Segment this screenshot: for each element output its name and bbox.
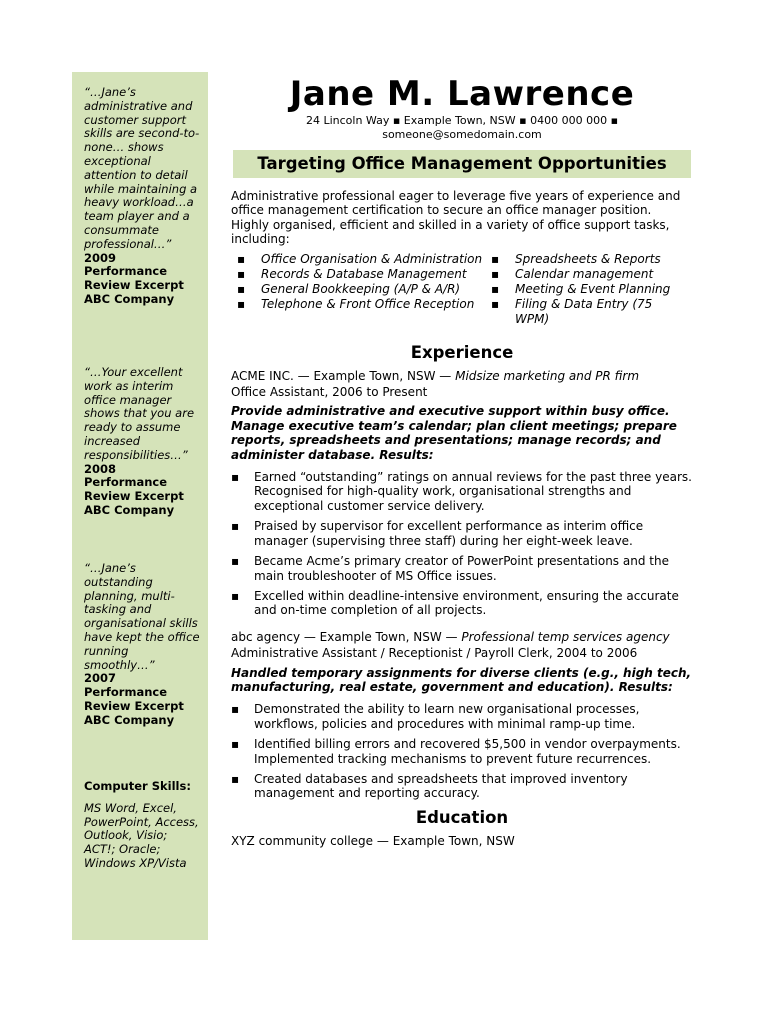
target-banner: Targeting Office Management Opportunities (233, 150, 691, 178)
job-results (231, 702, 693, 800)
contact-email: someone@somedomain.com (382, 128, 542, 141)
result-item: ▪ Earned “outstanding” ratings on annual reviews for the past three years. Recognised for high-quality work, organisational strengths and exceptional customer service delivery. (231, 470, 693, 513)
job-title: Office Assistant, 2006 to Present (231, 385, 428, 400)
testimonial-source: Performance Review Excerpt (84, 685, 184, 713)
testimonial-2009 (84, 86, 202, 307)
computer-skills-list: MS Word, Excel, PowerPoint, Access, Outlook, Visio; ACT!; Oracle; Windows XP/Vista (84, 800, 199, 870)
testimonial-source: Performance Review Excerpt (84, 264, 184, 293)
experience-heading: Experience (410, 342, 514, 362)
testimonial-quote: “…Your excellent work as interim office manager shows that you are ready to assume increased responsibilities…” (84, 365, 195, 462)
skill-item: ▪ Spreadsheets & Reports (485, 252, 685, 267)
testimonial-year: 2008 (84, 461, 117, 476)
employer-name: abc agency — Example Town, NSW — (231, 629, 462, 644)
skill-item: ▪ Records & Database Management (231, 267, 485, 282)
testimonial-2007 (84, 562, 202, 728)
job-abc-agency (231, 630, 693, 801)
skills-column-2 (485, 252, 685, 327)
profile-summary: Administrative professional eager to leverage five years of experience and office management certification to secure an office manager position. Highly organised, efficient and skilled in a variety of office support tasks, including: (231, 189, 681, 247)
skill-item: ▪ Meeting & Event Planning (485, 282, 685, 297)
testimonial-quote: “…Jane’s administrative and customer support skills are second-to-none… shows exceptional attention to detail while maintaining a heavy workload…a team player and a consummate professional…” (84, 85, 200, 251)
core-skills (231, 252, 693, 327)
employer-name: ACME INC. — Example Town, NSW — (231, 368, 456, 383)
resume-main (231, 70, 693, 848)
testimonial-year: 2009 (84, 250, 117, 265)
skill-item: ▪ Telephone & Front Office Reception (231, 297, 485, 312)
computer-skills (84, 780, 202, 871)
testimonial-company: ABC Company (84, 502, 175, 517)
result-item: ▪ Excelled within deadline-intensive environment, ensuring the accurate and on-time completion of all projects. (231, 589, 693, 618)
job-employer (231, 369, 693, 383)
employer-description: Midsize marketing and PR firm (455, 368, 640, 383)
skill-item: ▪ Office Organisation & Administration (231, 252, 485, 267)
job-title: Administrative Assistant / Receptionist / Payroll Clerk, 2004 to 2006 (231, 646, 638, 661)
skill-item: ▪ Calendar management (485, 267, 685, 282)
job-acme (231, 369, 693, 618)
result-item: ▪ Created databases and spreadsheets that improved inventory management and reporting accuracy. (231, 772, 693, 801)
testimonial-year: 2007 (84, 671, 117, 686)
skill-item: ▪ General Bookkeeping (A/P & A/R) (231, 282, 485, 297)
job-summary: Provide administrative and executive support within busy office. Manage executive team’s calendar; plan client meetings; prepare reports, spreadsheets and presentations; manage records; and administer database. Results: (231, 404, 677, 462)
job-results (231, 470, 693, 618)
testimonial-company: ABC Company (84, 291, 175, 306)
result-item: ▪ Praised by supervisor for excellent performance as interim office manager (supervising three staff) during her eight-week leave. (231, 519, 693, 548)
testimonial-2008 (84, 366, 202, 518)
candidate-name: Jane M. Lawrence (289, 74, 635, 114)
employer-description: Professional temp services agency (461, 629, 670, 644)
skill-item: ▪ Filing & Data Entry (75 WPM) (485, 297, 685, 327)
testimonial-quote: “…Jane’s outstanding planning, multi-tasking and organisational skills have kept the office running smoothly…” (84, 561, 200, 672)
result-item: ▪ Demonstrated the ability to learn new organisational processes, workflows, policies and procedures with minimal ramp-up time. (231, 702, 693, 731)
education-entry: XYZ community college — Example Town, NSW (231, 833, 515, 848)
education-heading: Education (415, 807, 509, 827)
testimonial-source: Performance Review Excerpt (84, 475, 184, 504)
result-item: ▪ Identified billing errors and recovered $5,500 in vendor overpayments. Implemented tracking mechanisms to prevent future recurrences. (231, 737, 693, 766)
skills-column-1 (231, 252, 485, 327)
job-summary: Handled temporary assignments for diverse clients (e.g., high tech, manufacturing, real estate, government and education). Results: (231, 665, 692, 694)
testimonial-sidebar (72, 72, 208, 940)
testimonial-company: ABC Company (84, 712, 175, 727)
job-employer (231, 630, 693, 644)
contact-line: 24 Lincoln Way ▪ Example Town, NSW ▪ 0400 000 000 ▪ (305, 114, 619, 127)
computer-skills-heading: Computer Skills: (84, 779, 191, 793)
result-item: ▪ Became Acme’s primary creator of PowerPoint presentations and the main troubleshooter of MS Office issues. (231, 554, 693, 583)
